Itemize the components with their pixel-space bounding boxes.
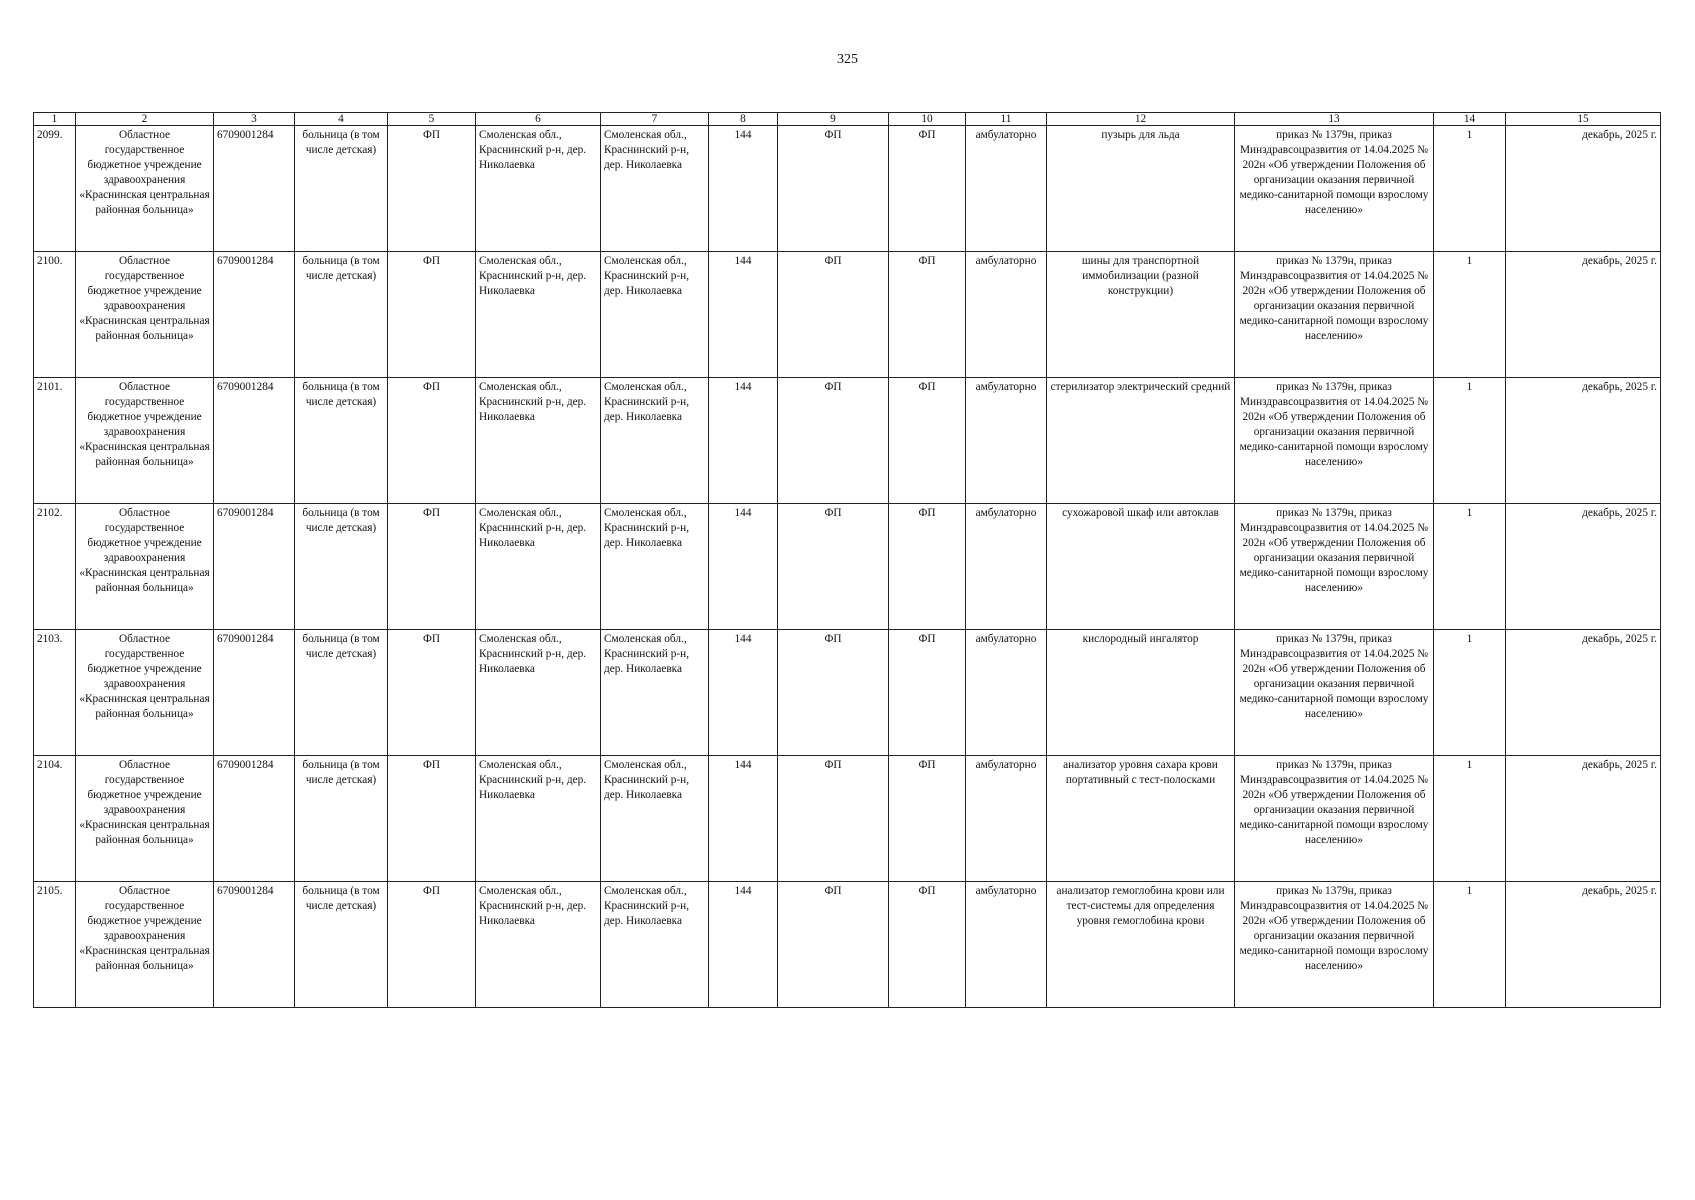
equipment-cell: анализатор уровня сахара крови портативный с тест-полосками	[1047, 756, 1235, 882]
code-cell: 144	[709, 378, 778, 504]
inn-cell: 6709001284	[214, 126, 295, 252]
unit-cell: ФП	[778, 252, 889, 378]
unit-type-cell: ФП	[388, 252, 476, 378]
quantity-cell: 1	[1434, 378, 1506, 504]
order-reference-cell: приказ № 1379н, приказ Минздравсоцразвития от 14.04.2025 № 202н «Об утверждении Положения об организации оказания первичной медико-санитарной помощи взрослому населению»	[1235, 756, 1434, 882]
table-row	[34, 630, 1661, 756]
equipment-cell: стерилизатор электрический средний	[1047, 378, 1235, 504]
unit-type-cell: ФП	[388, 504, 476, 630]
code-cell: 144	[709, 504, 778, 630]
facility-type-cell: больница (в том числе детская)	[295, 630, 388, 756]
subunit-cell: ФП	[889, 504, 966, 630]
inn-cell: 6709001284	[214, 882, 295, 1008]
date-cell: декабрь, 2025 г.	[1506, 756, 1661, 882]
code-cell: 144	[709, 630, 778, 756]
row-number-cell: 2105.	[34, 882, 76, 1008]
subunit-cell: ФП	[889, 126, 966, 252]
column-header-6: 6	[476, 113, 601, 126]
quantity-cell: 1	[1434, 882, 1506, 1008]
equipment-cell: шины для транспортной иммобилизации (разной конструкции)	[1047, 252, 1235, 378]
organization-cell: Областное государственное бюджетное учреждение здравоохранения «Краснинская центральная районная больница»	[76, 882, 214, 1008]
column-header-7: 7	[601, 113, 709, 126]
code-cell: 144	[709, 882, 778, 1008]
organization-cell: Областное государственное бюджетное учреждение здравоохранения «Краснинская центральная районная больница»	[76, 756, 214, 882]
header-row	[34, 113, 1661, 126]
table-body	[34, 126, 1661, 1008]
order-reference-cell: приказ № 1379н, приказ Минздравсоцразвития от 14.04.2025 № 202н «Об утверждении Положения об организации оказания первичной медико-санитарной помощи взрослому населению»	[1235, 126, 1434, 252]
subunit-cell: ФП	[889, 252, 966, 378]
unit-type-cell: ФП	[388, 126, 476, 252]
date-cell: декабрь, 2025 г.	[1506, 882, 1661, 1008]
quantity-cell: 1	[1434, 756, 1506, 882]
organization-cell: Областное государственное бюджетное учреждение здравоохранения «Краснинская центральная районная больница»	[76, 252, 214, 378]
date-cell: декабрь, 2025 г.	[1506, 378, 1661, 504]
table-row	[34, 504, 1661, 630]
facility-type-cell: больница (в том числе детская)	[295, 126, 388, 252]
code-cell: 144	[709, 756, 778, 882]
subunit-cell: ФП	[889, 882, 966, 1008]
order-reference-cell: приказ № 1379н, приказ Минздравсоцразвития от 14.04.2025 № 202н «Об утверждении Положения об организации оказания первичной медико-санитарной помощи взрослому населению»	[1235, 882, 1434, 1008]
order-reference-cell: приказ № 1379н, приказ Минздравсоцразвития от 14.04.2025 № 202н «Об утверждении Положения об организации оказания первичной медико-санитарной помощи взрослому населению»	[1235, 504, 1434, 630]
table-row	[34, 252, 1661, 378]
address-cell: Смоленская обл., Краснинский р-н, дер. Николаевка	[476, 882, 601, 1008]
facility-type-cell: больница (в том числе детская)	[295, 252, 388, 378]
location-address-cell: Смоленская обл., Краснинский р-н, дер. Николаевка	[601, 630, 709, 756]
subunit-cell: ФП	[889, 756, 966, 882]
inn-cell: 6709001284	[214, 756, 295, 882]
address-cell: Смоленская обл., Краснинский р-н, дер. Николаевка	[476, 630, 601, 756]
address-cell: Смоленская обл., Краснинский р-н, дер. Николаевка	[476, 252, 601, 378]
care-mode-cell: амбулаторно	[966, 756, 1047, 882]
facility-type-cell: больница (в том числе детская)	[295, 756, 388, 882]
column-header-8: 8	[709, 113, 778, 126]
row-number-cell: 2099.	[34, 126, 76, 252]
column-header-9: 9	[778, 113, 889, 126]
table-row	[34, 756, 1661, 882]
address-cell: Смоленская обл., Краснинский р-н, дер. Николаевка	[476, 504, 601, 630]
table-row	[34, 378, 1661, 504]
code-cell: 144	[709, 252, 778, 378]
row-number-cell: 2101.	[34, 378, 76, 504]
code-cell: 144	[709, 126, 778, 252]
order-reference-cell: приказ № 1379н, приказ Минздравсоцразвития от 14.04.2025 № 202н «Об утверждении Положения об организации оказания первичной медико-санитарной помощи взрослому населению»	[1235, 378, 1434, 504]
location-address-cell: Смоленская обл., Краснинский р-н, дер. Николаевка	[601, 756, 709, 882]
column-header-10: 10	[889, 113, 966, 126]
location-address-cell: Смоленская обл., Краснинский р-н, дер. Николаевка	[601, 504, 709, 630]
unit-type-cell: ФП	[388, 378, 476, 504]
unit-cell: ФП	[778, 882, 889, 1008]
location-address-cell: Смоленская обл., Краснинский р-н, дер. Николаевка	[601, 126, 709, 252]
inn-cell: 6709001284	[214, 252, 295, 378]
date-cell: декабрь, 2025 г.	[1506, 252, 1661, 378]
unit-cell: ФП	[778, 378, 889, 504]
organization-cell: Областное государственное бюджетное учреждение здравоохранения «Краснинская центральная районная больница»	[76, 378, 214, 504]
column-header-14: 14	[1434, 113, 1506, 126]
equipment-cell: кислородный ингалятор	[1047, 630, 1235, 756]
quantity-cell: 1	[1434, 504, 1506, 630]
facility-type-cell: больница (в том числе детская)	[295, 882, 388, 1008]
facility-type-cell: больница (в том числе детская)	[295, 378, 388, 504]
unit-cell: ФП	[778, 756, 889, 882]
column-header-3: 3	[214, 113, 295, 126]
row-number-cell: 2103.	[34, 630, 76, 756]
date-cell: декабрь, 2025 г.	[1506, 630, 1661, 756]
column-header-13: 13	[1235, 113, 1434, 126]
date-cell: декабрь, 2025 г.	[1506, 504, 1661, 630]
location-address-cell: Смоленская обл., Краснинский р-н, дер. Николаевка	[601, 882, 709, 1008]
column-header-15: 15	[1506, 113, 1661, 126]
unit-type-cell: ФП	[388, 756, 476, 882]
organization-cell: Областное государственное бюджетное учреждение здравоохранения «Краснинская центральная районная больница»	[76, 504, 214, 630]
table-row	[34, 882, 1661, 1008]
row-number-cell: 2100.	[34, 252, 76, 378]
address-cell: Смоленская обл., Краснинский р-н, дер. Николаевка	[476, 378, 601, 504]
table-row	[34, 126, 1661, 252]
organization-cell: Областное государственное бюджетное учреждение здравоохранения «Краснинская центральная районная больница»	[76, 630, 214, 756]
care-mode-cell: амбулаторно	[966, 882, 1047, 1008]
location-address-cell: Смоленская обл., Краснинский р-н, дер. Николаевка	[601, 378, 709, 504]
row-number-cell: 2102.	[34, 504, 76, 630]
unit-cell: ФП	[778, 126, 889, 252]
quantity-cell: 1	[1434, 252, 1506, 378]
column-header-12: 12	[1047, 113, 1235, 126]
unit-type-cell: ФП	[388, 630, 476, 756]
subunit-cell: ФП	[889, 630, 966, 756]
address-cell: Смоленская обл., Краснинский р-н, дер. Николаевка	[476, 756, 601, 882]
quantity-cell: 1	[1434, 630, 1506, 756]
care-mode-cell: амбулаторно	[966, 126, 1047, 252]
equipment-cell: анализатор гемоглобина крови или тест-системы для определения уровня гемоглобина крови	[1047, 882, 1235, 1008]
equipment-cell: пузырь для льда	[1047, 126, 1235, 252]
subunit-cell: ФП	[889, 378, 966, 504]
column-header-11: 11	[966, 113, 1047, 126]
care-mode-cell: амбулаторно	[966, 504, 1047, 630]
order-reference-cell: приказ № 1379н, приказ Минздравсоцразвития от 14.04.2025 № 202н «Об утверждении Положения об организации оказания первичной медико-санитарной помощи взрослому населению»	[1235, 252, 1434, 378]
facility-type-cell: больница (в том числе детская)	[295, 504, 388, 630]
organization-cell: Областное государственное бюджетное учреждение здравоохранения «Краснинская центральная районная больница»	[76, 126, 214, 252]
register-table	[33, 112, 1661, 1008]
care-mode-cell: амбулаторно	[966, 630, 1047, 756]
address-cell: Смоленская обл., Краснинский р-н, дер. Николаевка	[476, 126, 601, 252]
order-reference-cell: приказ № 1379н, приказ Минздравсоцразвития от 14.04.2025 № 202н «Об утверждении Положения об организации оказания первичной медико-санитарной помощи взрослому населению»	[1235, 630, 1434, 756]
unit-cell: ФП	[778, 504, 889, 630]
page-number: 325	[837, 52, 858, 67]
unit-cell: ФП	[778, 630, 889, 756]
row-number-cell: 2104.	[34, 756, 76, 882]
care-mode-cell: амбулаторно	[966, 378, 1047, 504]
inn-cell: 6709001284	[214, 378, 295, 504]
column-header-5: 5	[388, 113, 476, 126]
unit-type-cell: ФП	[388, 882, 476, 1008]
column-header-4: 4	[295, 113, 388, 126]
inn-cell: 6709001284	[214, 504, 295, 630]
quantity-cell: 1	[1434, 126, 1506, 252]
care-mode-cell: амбулаторно	[966, 252, 1047, 378]
column-header-1: 1	[34, 113, 76, 126]
inn-cell: 6709001284	[214, 630, 295, 756]
location-address-cell: Смоленская обл., Краснинский р-н, дер. Николаевка	[601, 252, 709, 378]
column-header-2: 2	[76, 113, 214, 126]
equipment-cell: сухожаровой шкаф или автоклав	[1047, 504, 1235, 630]
date-cell: декабрь, 2025 г.	[1506, 126, 1661, 252]
